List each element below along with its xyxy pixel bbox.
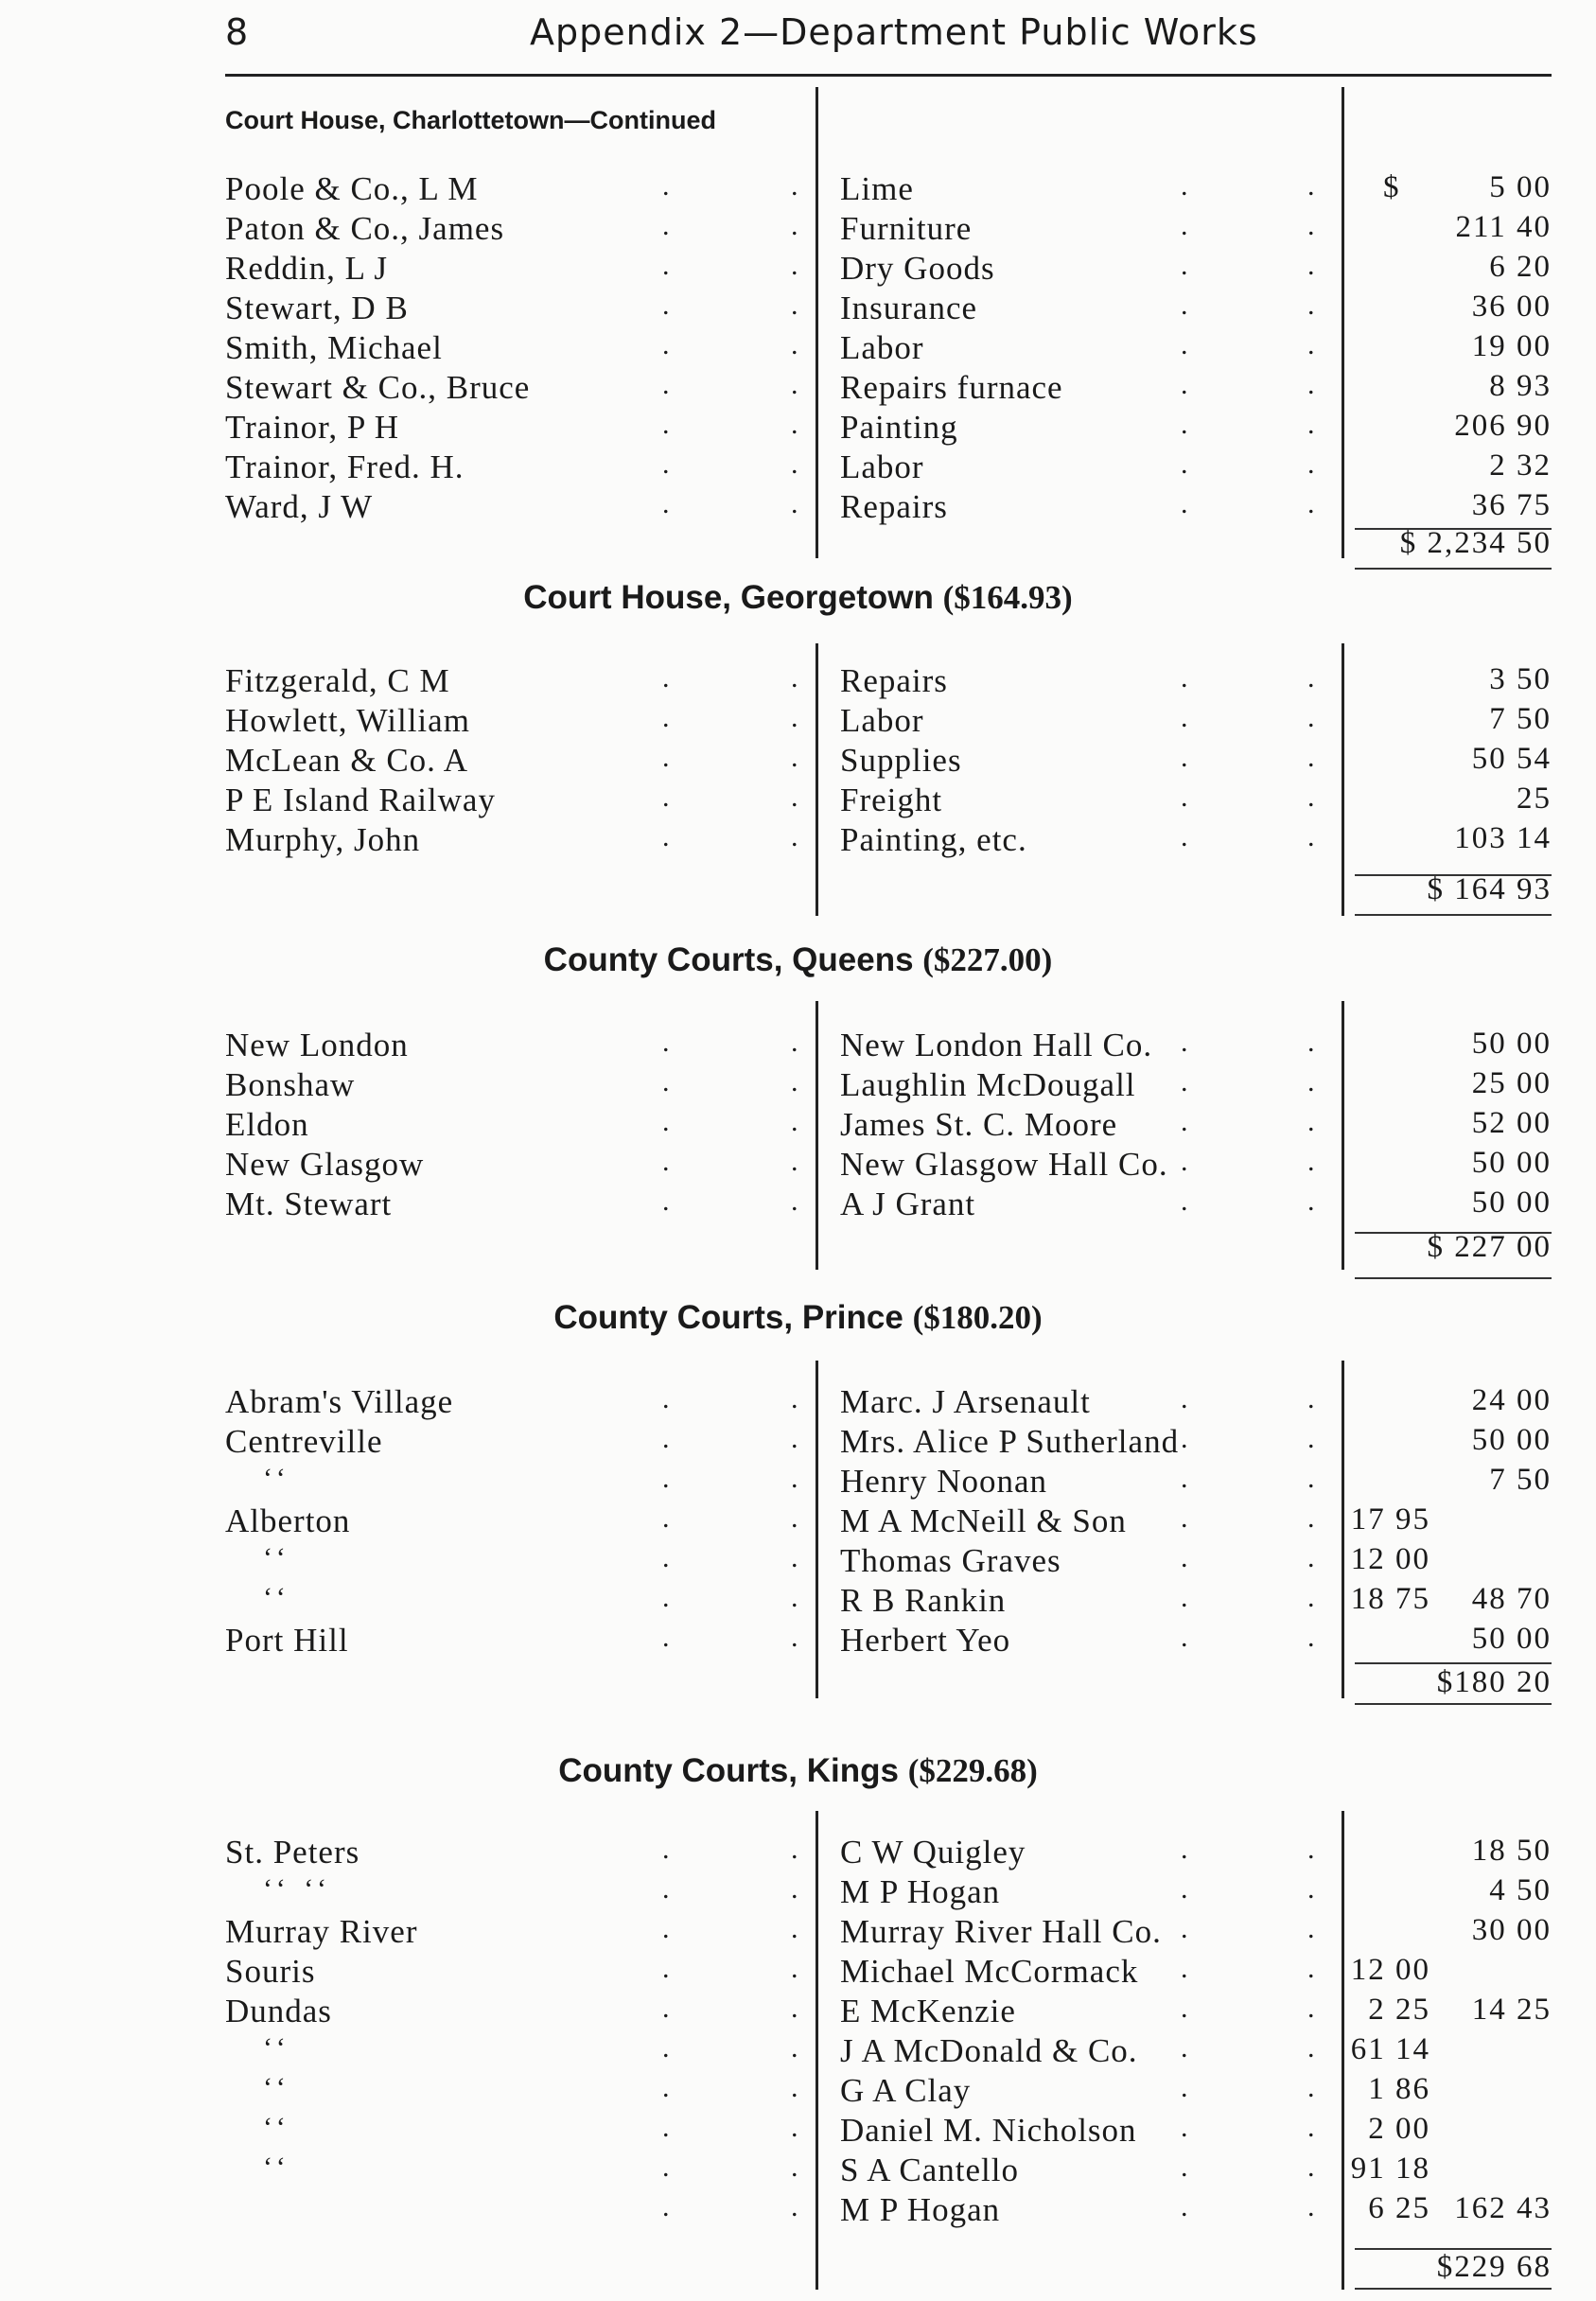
leader-dot: .: [791, 1027, 798, 1058]
entry-amount: 36 00: [1471, 290, 1552, 324]
entry-name: New Glasgow: [225, 1146, 425, 1183]
leader-dot: .: [662, 170, 670, 202]
section-heading-amount: ($227.00): [922, 941, 1053, 978]
leader-dot: .: [662, 742, 670, 773]
leader-dot: .: [1307, 1542, 1315, 1573]
leader-dot: .: [1307, 742, 1315, 773]
leader-dot: .: [662, 1027, 670, 1058]
leader-dot: .: [1307, 1873, 1315, 1905]
entry-item: Michael McCormack: [840, 1953, 1139, 1990]
entry-amount: 2 32: [1489, 448, 1552, 483]
entry-item: Repairs furnace: [840, 369, 1063, 406]
entry-name: Centreville: [225, 1423, 383, 1460]
entry-item: Supplies: [840, 742, 962, 779]
entry-item: Thomas Graves: [840, 1542, 1061, 1579]
leader-dot: .: [1307, 2152, 1315, 2183]
leader-dot: .: [791, 170, 798, 202]
entry-item: Labor: [840, 448, 924, 485]
leader-dot: .: [1181, 662, 1188, 694]
leader-dot: .: [791, 2152, 798, 2183]
section-heading-text: County Courts, Kings: [558, 1752, 908, 1789]
leader-dot: .: [1181, 2032, 1188, 2064]
leader-dot: .: [791, 1913, 798, 1944]
leader-dot: .: [1181, 250, 1188, 281]
leader-dot: .: [1181, 2152, 1188, 2183]
leader-dot: .: [1181, 742, 1188, 773]
entry-item: Labor: [840, 702, 924, 739]
leader-dot: .: [791, 2112, 798, 2143]
entry-item: Labor: [840, 329, 924, 366]
total-rule: [1355, 914, 1552, 916]
leader-dot: .: [662, 1463, 670, 1494]
leader-dot: .: [662, 1542, 670, 1573]
leader-dot: .: [662, 1953, 670, 1984]
section-total: $ 164 93: [1427, 872, 1552, 906]
leader-dot: .: [791, 1873, 798, 1905]
entry-amount: 206 90: [1454, 409, 1552, 443]
leader-dot: .: [1307, 821, 1315, 852]
entry-name: Trainor, Fred. H.: [225, 448, 465, 485]
entry-item: Freight: [840, 782, 943, 818]
leader-dot: .: [1307, 1993, 1315, 2024]
leader-dot: .: [791, 2191, 798, 2222]
total-rule: [1355, 568, 1552, 570]
entry-subamount: 12 00: [1350, 1542, 1430, 1576]
leader-dot: .: [662, 290, 670, 321]
entry-item: Repairs: [840, 488, 948, 525]
column-divider: [816, 1001, 818, 1270]
page-title: Appendix 2—Department Public Works: [530, 11, 1258, 53]
leader-dot: .: [791, 1834, 798, 1865]
leader-dot: .: [1181, 2191, 1188, 2222]
leader-dot: .: [791, 290, 798, 321]
entry-subamount: 2 00: [1368, 2112, 1430, 2146]
entry-item: Repairs: [840, 662, 948, 699]
entry-amount: 50 00: [1471, 1423, 1552, 1457]
entry-name: Trainor, P H: [225, 409, 400, 446]
leader-dot: .: [1181, 1423, 1188, 1454]
leader-dot: .: [1181, 821, 1188, 852]
entry-amount: 48 70: [1471, 1582, 1552, 1616]
leader-dot: .: [662, 1502, 670, 1534]
entry-item: M P Hogan: [840, 1873, 1001, 1910]
entry-name: Eldon: [225, 1106, 309, 1143]
entry-amount: 7 50: [1489, 1463, 1552, 1497]
leader-dot: .: [1181, 2072, 1188, 2103]
leader-dot: .: [791, 488, 798, 519]
entry-subamount: 2 25: [1368, 1993, 1430, 2027]
total-rule: [1355, 1703, 1552, 1705]
section-heading: [0, 1299, 1596, 1337]
leader-dot: .: [1307, 1913, 1315, 1944]
entry-amount: 50 00: [1471, 1146, 1552, 1180]
leader-dot: .: [662, 821, 670, 852]
entry-amount: 7 50: [1489, 702, 1552, 736]
entry-name: Smith, Michael: [225, 329, 443, 366]
leader-dot: .: [1181, 1993, 1188, 2024]
entry-subamount: 12 00: [1350, 1953, 1430, 1987]
leader-dot: .: [1307, 1953, 1315, 1984]
entry-name: ‘‘: [263, 2072, 291, 2103]
leader-dot: .: [662, 2032, 670, 2064]
entry-amount: 14 25: [1471, 1993, 1552, 2027]
leader-dot: .: [662, 488, 670, 519]
entry-amount: 50 00: [1471, 1622, 1552, 1656]
leader-dot: .: [1181, 1146, 1188, 1177]
leader-dot: .: [1307, 702, 1315, 733]
entry-item: Painting: [840, 409, 958, 446]
leader-dot: .: [662, 2191, 670, 2222]
entry-item: M P Hogan: [840, 2191, 1001, 2228]
entry-name: Paton & Co., James: [225, 210, 505, 247]
entry-name: Murphy, John: [225, 821, 421, 858]
leader-dot: .: [791, 1502, 798, 1534]
leader-dot: .: [662, 662, 670, 694]
leader-dot: .: [791, 1463, 798, 1494]
entry-item: Lime: [840, 170, 914, 207]
entry-item: E McKenzie: [840, 1993, 1016, 2029]
entry-amount: 19 00: [1471, 329, 1552, 363]
leader-dot: .: [1181, 1582, 1188, 1613]
leader-dot: .: [791, 210, 798, 241]
leader-dot: .: [1181, 369, 1188, 400]
leader-dot: .: [1307, 1106, 1315, 1137]
leader-dot: .: [662, 448, 670, 480]
leader-dot: .: [662, 2152, 670, 2183]
leader-dot: .: [791, 369, 798, 400]
entry-amount: 3 50: [1489, 662, 1552, 696]
entry-amount: 103 14: [1454, 821, 1552, 855]
leader-dot: .: [1307, 290, 1315, 321]
leader-dot: .: [662, 1066, 670, 1098]
leader-dot: .: [1307, 1463, 1315, 1494]
section-total: $229 68: [1436, 2250, 1552, 2284]
leader-dot: .: [1307, 250, 1315, 281]
entry-name: Bonshaw: [225, 1066, 356, 1103]
entry-item: Dry Goods: [840, 250, 995, 287]
leader-dot: .: [1181, 1383, 1188, 1414]
leader-dot: .: [1181, 1066, 1188, 1098]
leader-dot: .: [1181, 2112, 1188, 2143]
section-total: $180 20: [1436, 1665, 1552, 1699]
entry-name: McLean & Co. A: [225, 742, 469, 779]
leader-dot: .: [1181, 702, 1188, 733]
entry-name: Souris: [225, 1953, 316, 1990]
entry-name: ‘‘ ‘‘: [263, 1873, 333, 1905]
leader-dot: .: [1181, 1027, 1188, 1058]
column-divider: [816, 87, 818, 558]
entry-name: ‘‘: [263, 1542, 291, 1573]
entry-item: New London Hall Co.: [840, 1027, 1153, 1063]
leader-dot: .: [791, 2072, 798, 2103]
leader-dot: .: [1307, 1027, 1315, 1058]
leader-dot: .: [1181, 1913, 1188, 1944]
entry-subamount: 6 25: [1368, 2191, 1430, 2225]
leader-dot: .: [1181, 409, 1188, 440]
entry-name: Howlett, William: [225, 702, 470, 739]
entry-item: Painting, etc.: [840, 821, 1027, 858]
leader-dot: .: [1307, 2032, 1315, 2064]
leader-dot: .: [791, 1146, 798, 1177]
leader-dot: .: [662, 2112, 670, 2143]
entry-name: Dundas: [225, 1993, 332, 2029]
leader-dot: .: [791, 409, 798, 440]
entry-item: C W Quigley: [840, 1834, 1026, 1871]
leader-dot: .: [791, 1106, 798, 1137]
leader-dot: .: [662, 1383, 670, 1414]
entry-item: R B Rankin: [840, 1582, 1007, 1619]
entry-name: Port Hill: [225, 1622, 349, 1659]
leader-dot: .: [791, 1582, 798, 1613]
entry-name: New London: [225, 1027, 409, 1063]
entry-name: ‘‘: [263, 1463, 291, 1494]
leader-dot: .: [1181, 1106, 1188, 1137]
leader-dot: .: [1181, 782, 1188, 813]
leader-dot: .: [662, 702, 670, 733]
entry-amount: 24 00: [1471, 1383, 1552, 1417]
header-rule: [225, 74, 1552, 77]
leader-dot: .: [1307, 1622, 1315, 1653]
leader-dot: .: [662, 210, 670, 241]
section-heading-amount: ($164.93): [942, 579, 1073, 616]
leader-dot: .: [1307, 170, 1315, 202]
entry-amount: 8 93: [1489, 369, 1552, 403]
entry-amount: 36 75: [1471, 488, 1552, 522]
leader-dot: .: [791, 1383, 798, 1414]
entry-item: Daniel M. Nicholson: [840, 2112, 1137, 2149]
leader-dot: .: [791, 2032, 798, 2064]
entry-amount: 50 00: [1471, 1027, 1552, 1061]
leader-dot: .: [1181, 329, 1188, 360]
entry-name: Reddin, L J: [225, 250, 389, 287]
leader-dot: .: [1307, 1066, 1315, 1098]
column-divider: [816, 1811, 818, 2290]
entry-item: A J Grant: [840, 1186, 976, 1222]
leader-dot: .: [1307, 2112, 1315, 2143]
entry-name: Stewart, D B: [225, 290, 409, 326]
leader-dot: .: [662, 1186, 670, 1217]
leader-dot: .: [1181, 1502, 1188, 1534]
section-heading-text: County Courts, Prince: [553, 1299, 913, 1336]
entry-name: Stewart & Co., Bruce: [225, 369, 531, 406]
page-number: 8: [225, 11, 249, 53]
entry-item: Murray River Hall Co.: [840, 1913, 1162, 1950]
entry-item: Mrs. Alice P Sutherland: [840, 1423, 1180, 1460]
leader-dot: .: [1181, 1834, 1188, 1865]
leader-dot: .: [1181, 488, 1188, 519]
entry-amount: 25: [1517, 782, 1552, 816]
entry-name: ‘‘: [263, 2112, 291, 2143]
entry-item: Laughlin McDougall: [840, 1066, 1136, 1103]
entry-amount: 18 50: [1471, 1834, 1552, 1868]
leader-dot: .: [1181, 1186, 1188, 1217]
entry-item: S A Cantello: [840, 2152, 1019, 2188]
leader-dot: .: [791, 782, 798, 813]
section-heading-amount: ($229.68): [907, 1752, 1038, 1789]
leader-dot: .: [1181, 448, 1188, 480]
leader-dot: .: [1181, 290, 1188, 321]
leader-dot: .: [662, 1423, 670, 1454]
section-heading-continued: Court House, Charlottetown—Continued: [225, 106, 716, 134]
leader-dot: .: [662, 2072, 670, 2103]
entry-amount: 50 00: [1471, 1186, 1552, 1220]
section-heading-text: Court House, Georgetown: [523, 579, 943, 616]
leader-dot: .: [1181, 1463, 1188, 1494]
leader-dot: .: [1307, 1582, 1315, 1613]
total-rule: [1355, 1277, 1552, 1279]
leader-dot: .: [1181, 1953, 1188, 1984]
leader-dot: .: [791, 742, 798, 773]
entry-name: St. Peters: [225, 1834, 360, 1871]
leader-dot: .: [1307, 1186, 1315, 1217]
entry-amount: 4 50: [1489, 1873, 1552, 1907]
leader-dot: .: [662, 329, 670, 360]
leader-dot: .: [1181, 210, 1188, 241]
section-heading-text: County Courts, Queens: [543, 941, 923, 978]
leader-dot: .: [662, 782, 670, 813]
leader-dot: .: [791, 250, 798, 281]
entry-name: Fitzgerald, C M: [225, 662, 450, 699]
entry-name: Ward, J W: [225, 488, 374, 525]
leader-dot: .: [791, 448, 798, 480]
leader-dot: .: [1307, 1502, 1315, 1534]
entry-name: Poole & Co., L M: [225, 170, 479, 207]
entry-item: Insurance: [840, 290, 978, 326]
leader-dot: .: [662, 1873, 670, 1905]
leader-dot: .: [1307, 1423, 1315, 1454]
section-total: $ 2,234 50: [1399, 526, 1552, 560]
leader-dot: .: [1307, 409, 1315, 440]
entry-item: James St. C. Moore: [840, 1106, 1118, 1143]
section-heading-amount: ($180.20): [912, 1299, 1043, 1336]
entry-name: P E Island Railway: [225, 782, 496, 818]
section-heading: [0, 941, 1596, 979]
leader-dot: .: [662, 369, 670, 400]
entry-name: Alberton: [225, 1502, 351, 1539]
leader-dot: .: [662, 1834, 670, 1865]
entry-amount: 25 00: [1471, 1066, 1552, 1100]
entry-amount: 30 00: [1471, 1913, 1552, 1947]
entry-subamount: 18 75: [1350, 1582, 1430, 1616]
entry-item: Henry Noonan: [840, 1463, 1048, 1500]
entry-name: Mt. Stewart: [225, 1186, 393, 1222]
leader-dot: .: [1307, 2191, 1315, 2222]
entry-subamount: 61 14: [1350, 2032, 1430, 2066]
entry-item: Herbert Yeo: [840, 1622, 1011, 1659]
entry-amount: 162 43: [1454, 2191, 1552, 2225]
leader-dot: .: [791, 329, 798, 360]
leader-dot: .: [662, 1622, 670, 1653]
entry-amount: 5 00: [1489, 170, 1552, 204]
entry-subamount: 91 18: [1350, 2152, 1430, 2186]
leader-dot: .: [791, 662, 798, 694]
leader-dot: .: [662, 409, 670, 440]
entry-amount: 211 40: [1455, 210, 1552, 244]
section-heading: [0, 579, 1596, 617]
entry-item: M A McNeill & Son: [840, 1502, 1127, 1539]
leader-dot: .: [1307, 782, 1315, 813]
entry-name: ‘‘: [263, 1582, 291, 1613]
leader-dot: .: [1307, 1146, 1315, 1177]
leader-dot: .: [1307, 662, 1315, 694]
column-divider: [816, 643, 818, 916]
leader-dot: .: [662, 1146, 670, 1177]
entry-name: ‘‘: [263, 2152, 291, 2183]
leader-dot: .: [662, 1582, 670, 1613]
leader-dot: .: [791, 1186, 798, 1217]
entry-subamount: 17 95: [1350, 1502, 1430, 1537]
leader-dot: .: [1181, 1542, 1188, 1573]
leader-dot: .: [1307, 2072, 1315, 2103]
section-heading: [0, 1752, 1596, 1790]
leader-dot: .: [1307, 448, 1315, 480]
leader-dot: .: [1181, 1622, 1188, 1653]
entry-item: New Glasgow Hall Co.: [840, 1146, 1168, 1183]
leader-dot: .: [662, 250, 670, 281]
leader-dot: .: [1307, 329, 1315, 360]
leader-dot: .: [1181, 1873, 1188, 1905]
entry-amount: 52 00: [1471, 1106, 1552, 1140]
leader-dot: .: [1307, 1834, 1315, 1865]
leader-dot: .: [1307, 210, 1315, 241]
leader-dot: .: [1307, 369, 1315, 400]
leader-dot: .: [791, 1993, 798, 2024]
leader-dot: .: [791, 1953, 798, 1984]
leader-dot: .: [662, 1993, 670, 2024]
leader-dot: .: [791, 1542, 798, 1573]
leader-dot: .: [791, 702, 798, 733]
total-rule: [1355, 2288, 1552, 2290]
entry-name: Abram's Village: [225, 1383, 454, 1420]
entry-amount: 6 20: [1489, 250, 1552, 284]
entry-amount: 50 54: [1471, 742, 1552, 776]
leader-dot: .: [662, 1106, 670, 1137]
leader-dot: .: [791, 1423, 798, 1454]
leader-dot: .: [1181, 170, 1188, 202]
currency-sign: $: [1383, 170, 1401, 204]
entry-item: G A Clay: [840, 2072, 972, 2109]
leader-dot: .: [791, 1066, 798, 1098]
entry-item: Marc. J Arsenault: [840, 1383, 1091, 1420]
entry-item: J A McDonald & Co.: [840, 2032, 1138, 2069]
leader-dot: .: [1307, 1383, 1315, 1414]
sum-rule: [1355, 1662, 1552, 1664]
entry-name: ‘‘: [263, 2032, 291, 2064]
leader-dot: .: [1307, 488, 1315, 519]
entry-subamount: 1 86: [1368, 2072, 1430, 2106]
entry-item: Furniture: [840, 210, 973, 247]
leader-dot: .: [662, 1913, 670, 1944]
entry-name: Murray River: [225, 1913, 418, 1950]
column-divider: [816, 1361, 818, 1698]
section-total: $ 227 00: [1427, 1230, 1552, 1264]
leader-dot: .: [791, 1622, 798, 1653]
leader-dot: .: [791, 821, 798, 852]
